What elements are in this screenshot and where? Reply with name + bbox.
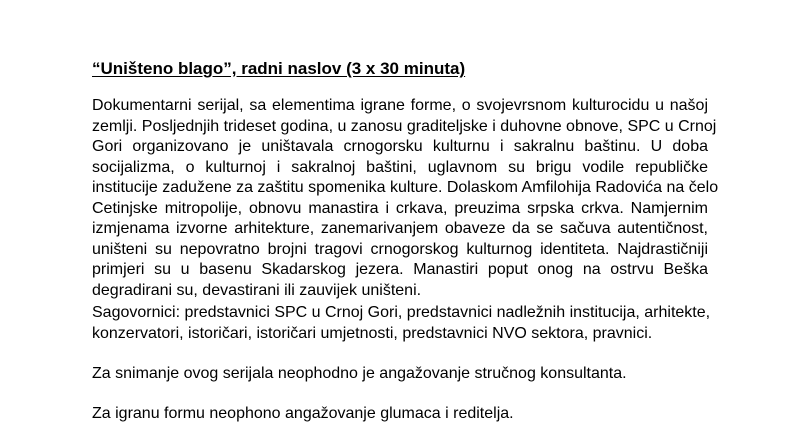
description-line: zemlji. Posljednjih trideset godina, u zanosu graditeljske i duhovne obnove, SPC u Crnoj [92, 117, 717, 135]
casting-paragraph: Za igranu formu neophono angažovanje glumaca i reditelja. [92, 405, 514, 422]
consultant-paragraph: Za snimanje ovog serijala neophodno je angažovanje stručnog konsultanta. [92, 365, 627, 382]
description-paragraph [92, 96, 719, 301]
description-line: primjeri su u basenu Skadarskog jezera. Manastiri poput onog na ostrvu Beška [92, 261, 708, 278]
interviewees-line: Sagovornici: predstavnici SPC u Crnoj Gori, predstavnici nadležnih institucija, arhitekte, [92, 304, 711, 321]
description-line: Cetinjske mitropolije, obnovu manastira i crkava, preuzima srpska crkva. Namjernim [92, 199, 708, 217]
document-title: “Uništeno blago”, radni naslov (3 x 30 minuta) [92, 59, 466, 78]
interviewees-line: konzervatori, istoričari, istoričari umjetnosti, predstavnici NVO sektora, pravnici. [92, 324, 653, 342]
description-line: Gori organizovano je uništavala crnogorsku kulturnu i sakralnu baštinu. U doba [92, 138, 708, 155]
description-line: izmjenama izvorne arhitekture, zanemarivanjem obaveze da se sačuva autentičnost, [92, 220, 708, 237]
description-line: uništeni su nepovratno brojni tragovi crnogorskog kulturnog identiteta. Najdrastičniji [92, 240, 708, 258]
description-line: socijalizma, o kulturnoj i sakralnoj baštini, uglavnom su brigu vodile republičke [92, 158, 708, 176]
interviewees-paragraph [92, 303, 711, 344]
description-line: Dokumentarni serijal, sa elementima igrane forme, o svojevrsnom kulturocidu u našoj [92, 97, 708, 114]
description-line: institucije zadužene za zaštitu spomenika kulture. Dolaskom Amfilohija Radovića na čelo [92, 179, 719, 196]
description-line: degradirani su, devastirani ili zauvijek uništeni. [92, 281, 422, 299]
